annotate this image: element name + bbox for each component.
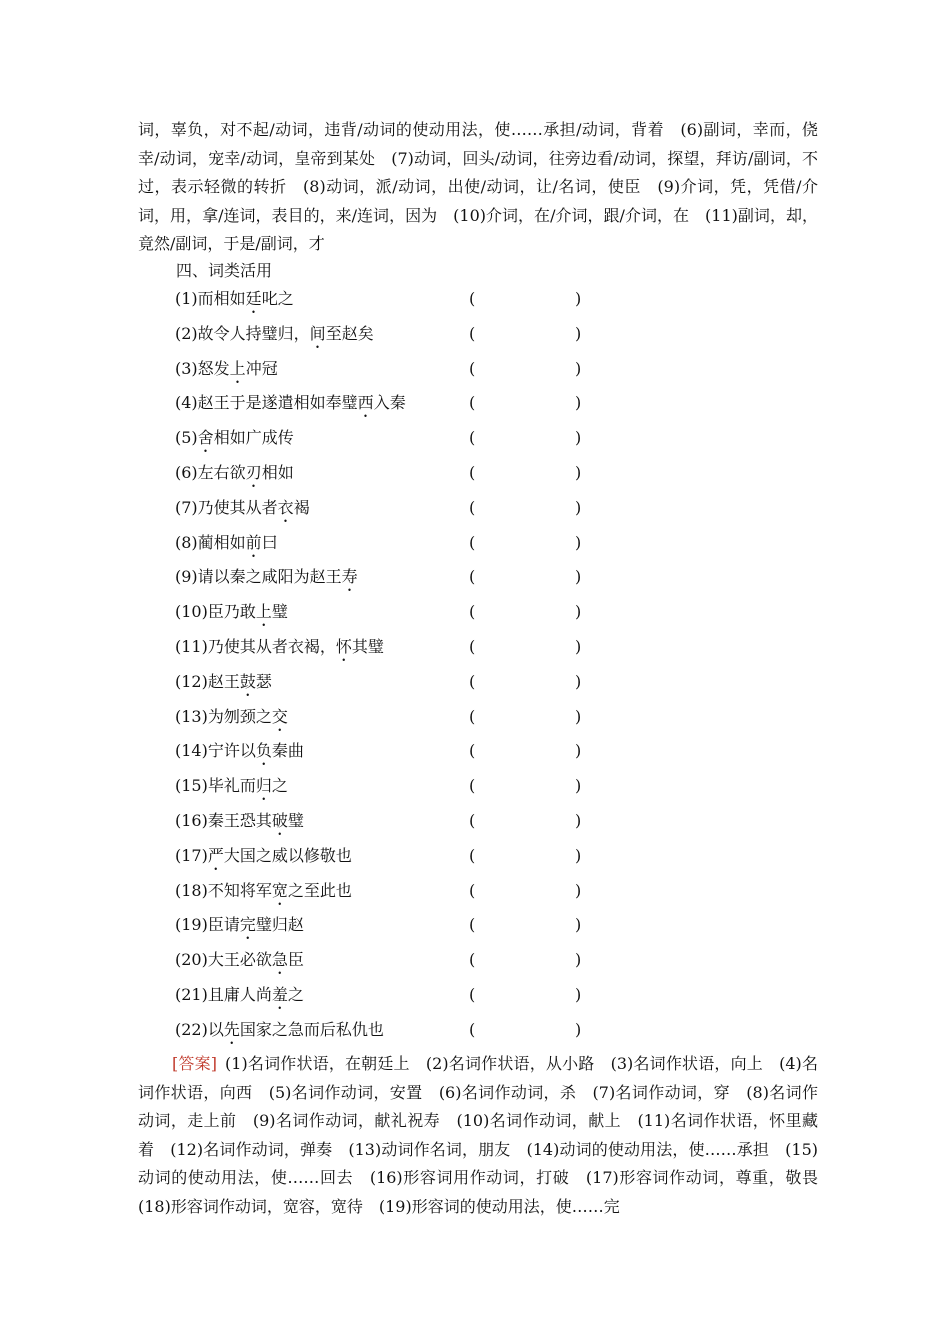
question-item [175,599,595,625]
answer-blank-open-paren: ( [469,289,476,308]
question-post: 曰 [261,532,278,552]
answer-blank-open-paren: ( [469,845,476,865]
emphasized-character: 上 [229,358,246,378]
answer-blank-open-paren: ( [469,497,476,517]
question-item [175,356,595,382]
answer-blank-close-paren: ) [575,637,582,656]
answer-blank-close-paren: ) [575,463,582,482]
question-pre: (10)臣乃敢 [175,602,256,622]
answer-blank-open-paren: ( [469,463,476,482]
question-item [175,390,595,416]
question-pre: (17) [175,845,208,865]
answer-blank-open-paren: ( [469,950,476,970]
emphasized-character: 归 [255,776,272,796]
answer-blank-open-paren: ( [469,985,476,1004]
answer-blank-open-paren: ( [469,323,476,343]
question-text [175,704,288,735]
answer-blank-open-paren: ( [469,741,476,761]
question-post: 之 [271,776,288,796]
question-text [175,634,384,665]
question-text [175,669,272,700]
question-text [175,495,310,526]
question-text [175,564,358,595]
question-pre: (13)为刎颈之 [175,706,272,726]
question-post: 璧 [287,811,304,830]
question-item [175,564,595,590]
question-post: 璧归赵 [255,915,304,935]
question-text [175,843,352,874]
emphasized-character: 破 [271,811,288,830]
answer-blank-open-paren: ( [469,602,476,622]
question-pre: (7)乃使其从者 [175,497,278,517]
question-text [175,530,278,561]
emphasized-character: 西 [357,393,374,413]
emphasized-character: 舍 [197,428,214,448]
answer-blank-close-paren: ) [575,880,582,900]
emphasized-character: 羞 [271,985,288,1004]
question-text [175,1017,384,1048]
answer-blank-close-paren: ) [575,1019,582,1039]
question-post: 大国之威以修敬也 [223,845,352,865]
question-post: 秦曲 [271,741,304,761]
section-heading: 四、词类活用 [176,261,273,280]
question-item [175,947,595,973]
answer-blank-close-paren: ) [575,845,582,865]
question-pre: (1)而相如 [175,289,246,308]
intro-paragraph: 词，辜负，对不起/动词，违背/动词的使动用法，使……承担/动词，背着 (6)副词，幸而，侥幸/动词，宠幸/动词，皇帝到某处 (7)动词，回头/动词，往旁边看/动词，探望，拜访/副词，不过，表示轻微的转折 (8)动词，派/动词，出使/动词，让/名词，使臣 (9)介词，凭，凭借/介词，用，拿/连词，表目的，来/连词，因为 (10)介词，在/介词，跟/介词，在 (11)副词，却，竟然/副词，于是/副词，才 [138,120,818,254]
answer-blank-close-paren: ) [575,602,582,622]
emphasized-character: 严 [207,845,224,865]
answer-blank-close-paren: ) [575,811,582,830]
emphasized-character: 负 [255,741,272,761]
question-post: 之 [287,985,304,1004]
emphasized-character: 前 [245,532,262,552]
question-pre: (5) [175,428,198,448]
question-item [175,530,595,556]
question-post: 国家之急而后私仇也 [239,1019,384,1039]
question-text [175,460,294,491]
emphasized-character: 寿 [341,567,358,587]
question-text [175,356,278,387]
answer-blank-close-paren: ) [575,289,582,308]
question-pre: (4)赵王于是遂遣相如奉璧 [175,393,358,413]
answer-blank-open-paren: ( [469,567,476,587]
emphasized-character: 完 [239,915,256,935]
question-pre: (8)蔺相如 [175,532,246,552]
answer-blank-close-paren: ) [575,393,582,413]
question-text [175,878,352,909]
answer-blank-close-paren: ) [575,741,582,761]
question-pre: (22)以 [175,1019,224,1039]
answer-blank-open-paren: ( [469,532,476,552]
question-text [175,808,304,839]
question-item [175,843,595,869]
answer-blank-close-paren: ) [575,985,582,1004]
question-item [175,878,595,904]
answer-blank-open-paren: ( [469,880,476,900]
question-item [175,460,595,486]
question-pre: (3)怒发 [175,358,230,378]
question-post: 其璧 [351,637,384,656]
emphasized-character: 先 [223,1019,240,1039]
answer-blank-open-paren: ( [469,637,476,656]
question-post: 相如 [261,463,294,482]
question-post: 臣 [287,950,304,970]
question-item [175,738,595,764]
question-text [175,773,288,804]
question-item [175,982,595,1008]
question-post: 褐 [293,497,310,517]
question-pre: (9)请以秦之咸阳为赵王 [175,567,342,587]
question-text [175,321,374,352]
question-item [175,495,595,521]
question-post: 瑟 [255,671,272,691]
question-item [175,669,595,695]
question-pre: (2)故令人持璧归， [175,323,310,343]
question-text [175,390,406,421]
emphasized-character: 衣 [277,497,294,517]
question-text [175,425,294,456]
question-text [175,599,288,630]
question-item [175,912,595,938]
answer-blank-open-paren: ( [469,1019,476,1039]
answer-blank-open-paren: ( [469,776,476,796]
question-item [175,704,595,730]
emphasized-character: 怀 [335,637,352,656]
answer-blank-close-paren: ) [575,706,582,726]
question-post: 入秦 [373,393,406,413]
question-post: 冲冠 [245,358,278,378]
question-text [175,738,304,769]
answer-blank-close-paren: ) [575,915,582,935]
answer-blank-close-paren: ) [575,358,582,378]
question-pre: (18)不知将军 [175,880,272,900]
answer-blank-open-paren: ( [469,811,476,830]
question-post: 之至此也 [287,880,352,900]
answer-blank-open-paren: ( [469,671,476,691]
answer-blank-close-paren: ) [575,776,582,796]
answer-blank-open-paren: ( [469,706,476,726]
answer-blank-close-paren: ) [575,497,582,517]
question-item [175,321,595,347]
answer-label: [答案] [172,1054,218,1073]
emphasized-character: 急 [271,950,288,970]
question-item [175,286,595,312]
question-pre: (11)乃使其从者衣褐， [175,637,336,656]
question-post: 璧 [271,602,288,622]
emphasized-character: 刃 [245,463,262,482]
emphasized-character: 间 [309,323,326,343]
question-pre: (16)秦王恐其 [175,811,272,830]
question-item [175,808,595,834]
question-pre: (15)毕礼而 [175,776,256,796]
question-pre: (21)且庸人尚 [175,985,272,1004]
answer-blank-open-paren: ( [469,358,476,378]
emphasized-character: 上 [255,602,272,622]
question-pre: (20)大王必欲 [175,950,272,970]
question-item [175,634,595,660]
answer-paragraph [138,1050,835,1222]
question-pre: (19)臣请 [175,915,240,935]
question-text [175,912,304,943]
emphasized-character: 廷 [245,289,262,308]
question-pre: (14)宁许以 [175,741,256,761]
question-text [175,286,294,317]
emphasized-character: 交 [271,706,288,726]
question-post: 相如广成传 [213,428,294,448]
answer-blank-open-paren: ( [469,428,476,448]
emphasized-character: 宽 [271,880,288,900]
answer-blank-close-paren: ) [575,428,582,448]
answer-blank-close-paren: ) [575,532,582,552]
answer-text: (1)名词作状语，在朝廷上 (2)名词作状语，从小路 (3)名词作状语，向上 (4)名词作状语，向西 (5)名词作动词，安置 (6)名词作动词，杀 (7)名词作动词，穿 (8)名词作动词，走上前 (9)名词作动词，献礼祝寿 (10)名词作动词，献上 (11)名词作状语，怀里藏着 (12)名词作动词，弹奏 (13)动词作名词，朋友 (14)动词的使动用法，使……承担 (15)动词的使动用法，使……回去 (16)形容词用作动词，打破 (17)形容词作动词，尊重，敬畏 (18)形容词作动词，宽容，宽待 (19)形容词的使动用法，使……完 [138,1054,835,1216]
emphasized-character: 鼓 [239,671,256,691]
question-item [175,425,595,451]
question-pre: (6)左右欲 [175,463,246,482]
answer-blank-close-paren: ) [575,671,582,691]
question-item [175,773,595,799]
answer-blank-close-paren: ) [575,950,582,970]
question-text [175,947,304,978]
answer-blank-open-paren: ( [469,393,476,413]
question-item [175,1017,595,1043]
question-pre: (12)赵王 [175,671,240,691]
question-text [175,982,304,1013]
question-post: 叱之 [261,289,294,308]
question-post: 至赵矣 [325,323,374,343]
answer-blank-open-paren: ( [469,915,476,935]
answer-blank-close-paren: ) [575,323,582,343]
answer-blank-close-paren: ) [575,567,582,587]
